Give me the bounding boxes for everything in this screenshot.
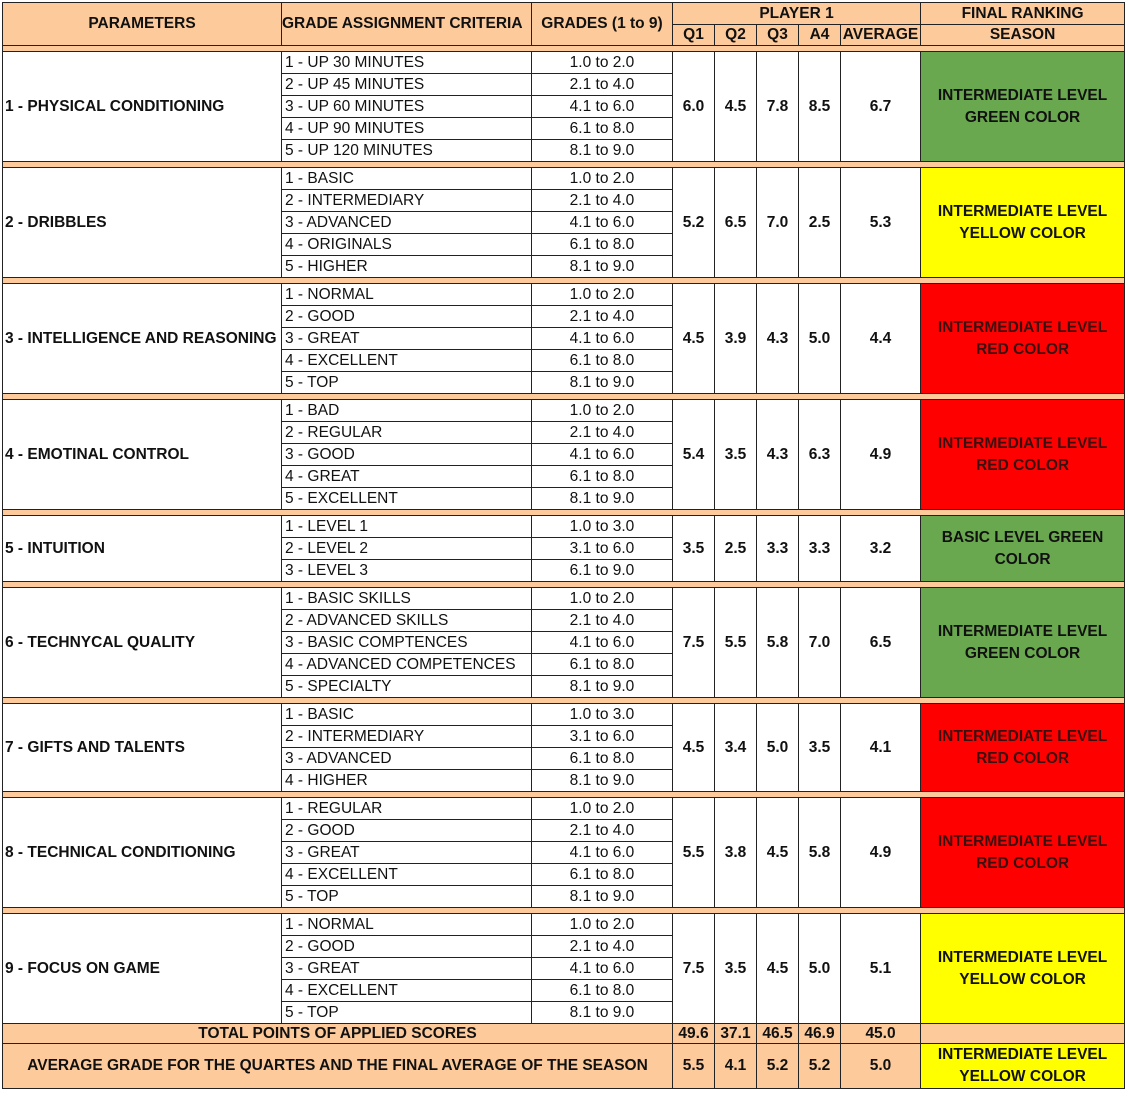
grade-range-cell[interactable]: 8.1 to 9.0: [532, 140, 673, 162]
grade-range-cell[interactable]: 4.1 to 6.0: [532, 96, 673, 118]
criteria-cell[interactable]: 3 - BASIC COMPTENCES: [282, 632, 532, 654]
final-ranking-cell[interactable]: [921, 516, 1125, 582]
score-q1[interactable]: 4.5: [673, 704, 715, 792]
score-average[interactable]: 3.2: [841, 516, 921, 582]
score-q2[interactable]: 3.9: [715, 284, 757, 394]
grade-range-cell[interactable]: 6.1 to 8.0: [532, 350, 673, 372]
grade-range-cell[interactable]: 2.1 to 4.0: [532, 422, 673, 444]
parameter-name[interactable]: 3 - INTELLIGENCE AND REASONING: [3, 284, 282, 394]
grade-range-cell[interactable]: 4.1 to 6.0: [532, 328, 673, 350]
grade-range-cell[interactable]: 1.0 to 2.0: [532, 52, 673, 74]
criteria-cell[interactable]: 1 - BASIC: [282, 168, 532, 190]
grade-range-cell[interactable]: 8.1 to 9.0: [532, 488, 673, 510]
total-q2[interactable]: 37.1: [715, 1024, 757, 1044]
grade-range-cell[interactable]: 8.1 to 9.0: [532, 256, 673, 278]
score-q1[interactable]: 5.2: [673, 168, 715, 278]
ranking-line-2: RED COLOR: [976, 340, 1070, 358]
criteria-cell[interactable]: 2 - LEVEL 2: [282, 538, 532, 560]
criteria-cell[interactable]: 3 - ADVANCED: [282, 748, 532, 770]
grade-range-cell[interactable]: 1.0 to 2.0: [532, 284, 673, 306]
criteria-cell[interactable]: 3 - GREAT: [282, 842, 532, 864]
criteria-cell[interactable]: 1 - LEVEL 1: [282, 516, 532, 538]
avg-a4[interactable]: 5.2: [799, 1044, 841, 1089]
final-ranking-cell[interactable]: [921, 588, 1125, 698]
criteria-cell[interactable]: 4 - ADVANCED COMPETENCES: [282, 654, 532, 676]
score-q2[interactable]: 5.5: [715, 588, 757, 698]
score-q3[interactable]: 4.5: [757, 914, 799, 1024]
grade-range-cell[interactable]: 6.1 to 8.0: [532, 654, 673, 676]
score-a4[interactable]: 8.5: [799, 52, 841, 162]
grade-range-cell[interactable]: 1.0 to 2.0: [532, 798, 673, 820]
score-average[interactable]: 4.9: [841, 798, 921, 908]
criteria-cell[interactable]: 1 - BASIC: [282, 704, 532, 726]
ranking-line-1: INTERMEDIATE LEVEL: [937, 86, 1108, 104]
header-average[interactable]: AVERAGE: [841, 25, 921, 46]
criteria-cell[interactable]: 2 - GOOD: [282, 306, 532, 328]
criteria-cell[interactable]: 4 - HIGHER: [282, 770, 532, 792]
grading-table: [2, 2, 1125, 1089]
grade-range-cell[interactable]: 1.0 to 2.0: [532, 914, 673, 936]
criteria-cell[interactable]: 4 - EXCELLENT: [282, 980, 532, 1002]
table-row: [3, 168, 1125, 190]
final-ranking-cell[interactable]: [921, 168, 1125, 278]
grade-range-cell[interactable]: 6.1 to 8.0: [532, 466, 673, 488]
ranking-line-2: GREEN COLOR: [964, 644, 1081, 662]
grade-range-cell[interactable]: 8.1 to 9.0: [532, 372, 673, 394]
header-row-1: [3, 3, 1125, 25]
ranking-line-2: COLOR: [994, 550, 1051, 568]
totals-row: [3, 1024, 1125, 1044]
total-average[interactable]: 45.0: [841, 1024, 921, 1044]
grade-range-cell[interactable]: 3.1 to 6.0: [532, 538, 673, 560]
ranking-line-1: INTERMEDIATE LEVEL: [937, 434, 1108, 452]
score-q1[interactable]: 3.5: [673, 516, 715, 582]
criteria-cell[interactable]: 5 - TOP: [282, 1002, 532, 1024]
header-a4[interactable]: A4: [799, 25, 841, 46]
score-q1[interactable]: 4.5: [673, 284, 715, 394]
ranking-line-1: INTERMEDIATE LEVEL: [937, 202, 1108, 220]
total-q3[interactable]: 46.5: [757, 1024, 799, 1044]
grade-range-cell[interactable]: 4.1 to 6.0: [532, 842, 673, 864]
header-player[interactable]: PLAYER 1: [673, 3, 921, 25]
header-season[interactable]: SEASON: [921, 25, 1125, 46]
score-q2[interactable]: 2.5: [715, 516, 757, 582]
parameter-name[interactable]: 7 - GIFTS AND TALENTS: [3, 704, 282, 792]
score-a4[interactable]: 5.8: [799, 798, 841, 908]
table-row: [3, 400, 1125, 422]
grade-range-cell[interactable]: 6.1 to 8.0: [532, 234, 673, 256]
score-q2[interactable]: 6.5: [715, 168, 757, 278]
header-q1[interactable]: Q1: [673, 25, 715, 46]
grade-range-cell[interactable]: 2.1 to 4.0: [532, 74, 673, 96]
criteria-cell[interactable]: 4 - UP 90 MINUTES: [282, 118, 532, 140]
grade-range-cell[interactable]: 6.1 to 8.0: [532, 748, 673, 770]
final-ranking-cell[interactable]: [921, 400, 1125, 510]
final-ranking-cell[interactable]: [921, 52, 1125, 162]
grade-range-cell[interactable]: 4.1 to 6.0: [532, 212, 673, 234]
ranking-line-2: YELLOW COLOR: [959, 224, 1086, 242]
grade-range-cell[interactable]: 8.1 to 9.0: [532, 1002, 673, 1024]
ranking-line-1: INTERMEDIATE LEVEL: [937, 832, 1108, 850]
criteria-cell[interactable]: 3 - UP 60 MINUTES: [282, 96, 532, 118]
ranking-line-1: INTERMEDIATE LEVEL: [937, 318, 1108, 336]
criteria-cell[interactable]: 2 - INTERMEDIARY: [282, 190, 532, 212]
parameter-name[interactable]: 9 - FOCUS ON GAME: [3, 914, 282, 1024]
score-average[interactable]: 5.1: [841, 914, 921, 1024]
grade-range-cell[interactable]: 2.1 to 4.0: [532, 190, 673, 212]
averages-label[interactable]: AVERAGE GRADE FOR THE QUARTES AND THE FINAL AVERAGE OF THE SEASON: [3, 1044, 673, 1089]
header-criteria[interactable]: GRADE ASSIGNMENT CRITERIA: [282, 3, 532, 46]
criteria-cell[interactable]: 1 - NORMAL: [282, 284, 532, 306]
grade-range-cell[interactable]: 6.1 to 9.0: [532, 560, 673, 582]
score-a4[interactable]: 3.5: [799, 704, 841, 792]
total-a4[interactable]: 46.9: [799, 1024, 841, 1044]
table-row: [3, 588, 1125, 610]
criteria-cell[interactable]: 4 - GREAT: [282, 466, 532, 488]
total-q1[interactable]: 49.6: [673, 1024, 715, 1044]
score-q3[interactable]: 3.3: [757, 516, 799, 582]
grade-range-cell[interactable]: 1.0 to 3.0: [532, 516, 673, 538]
score-q3[interactable]: 4.5: [757, 798, 799, 908]
ranking-line-1: BASIC LEVEL GREEN: [941, 528, 1104, 546]
criteria-cell[interactable]: 3 - GREAT: [282, 958, 532, 980]
ranking-line-1: INTERMEDIATE LEVEL: [937, 948, 1108, 966]
score-q2[interactable]: 3.5: [715, 914, 757, 1024]
parameter-name[interactable]: 8 - TECHNICAL CONDITIONING: [3, 798, 282, 908]
criteria-cell[interactable]: 2 - REGULAR: [282, 422, 532, 444]
score-q1[interactable]: 7.5: [673, 914, 715, 1024]
criteria-cell[interactable]: 1 - NORMAL: [282, 914, 532, 936]
season-ranking-cell[interactable]: [921, 1044, 1125, 1089]
score-q1[interactable]: 5.4: [673, 400, 715, 510]
table-row: [3, 52, 1125, 74]
score-q2[interactable]: 4.5: [715, 52, 757, 162]
score-average[interactable]: 6.5: [841, 588, 921, 698]
grade-range-cell[interactable]: 2.1 to 4.0: [532, 820, 673, 842]
avg-average[interactable]: 5.0: [841, 1044, 921, 1089]
table-row: [3, 284, 1125, 306]
grade-range-cell[interactable]: 6.1 to 8.0: [532, 980, 673, 1002]
table-row: [3, 516, 1125, 538]
score-q2[interactable]: 3.8: [715, 798, 757, 908]
grade-range-cell[interactable]: 1.0 to 2.0: [532, 400, 673, 422]
header-q3[interactable]: Q3: [757, 25, 799, 46]
parameter-name[interactable]: 4 - EMOTINAL CONTROL: [3, 400, 282, 510]
final-ranking-cell[interactable]: [921, 914, 1125, 1024]
score-q1[interactable]: 7.5: [673, 588, 715, 698]
grade-range-cell[interactable]: 8.1 to 9.0: [532, 676, 673, 698]
grade-range-cell[interactable]: 1.0 to 3.0: [532, 704, 673, 726]
score-a4[interactable]: 5.0: [799, 284, 841, 394]
grade-range-cell[interactable]: 8.1 to 9.0: [532, 770, 673, 792]
score-q3[interactable]: 4.3: [757, 284, 799, 394]
ranking-line-2: RED COLOR: [976, 749, 1070, 767]
ranking-line-1: INTERMEDIATE LEVEL: [937, 622, 1108, 640]
avg-q2[interactable]: 4.1: [715, 1044, 757, 1089]
final-ranking-cell[interactable]: [921, 704, 1125, 792]
score-q1[interactable]: 6.0: [673, 52, 715, 162]
header-final-ranking[interactable]: FINAL RANKING: [921, 3, 1125, 25]
score-a4[interactable]: 6.3: [799, 400, 841, 510]
score-q3[interactable]: 4.3: [757, 400, 799, 510]
grade-range-cell[interactable]: 2.1 to 4.0: [532, 936, 673, 958]
score-average[interactable]: 5.3: [841, 168, 921, 278]
criteria-cell[interactable]: 1 - BAD: [282, 400, 532, 422]
ranking-line-2: RED COLOR: [976, 854, 1070, 872]
header-parameters[interactable]: PARAMETERS: [3, 3, 282, 46]
score-a4[interactable]: 5.0: [799, 914, 841, 1024]
criteria-cell[interactable]: 2 - INTERMEDIARY: [282, 726, 532, 748]
grade-range-cell[interactable]: 8.1 to 9.0: [532, 886, 673, 908]
parameter-name[interactable]: 6 - TECHNYCAL QUALITY: [3, 588, 282, 698]
score-q3[interactable]: 5.8: [757, 588, 799, 698]
grade-range-cell[interactable]: 2.1 to 4.0: [532, 610, 673, 632]
criteria-cell[interactable]: 4 - EXCELLENT: [282, 350, 532, 372]
avg-q1[interactable]: 5.5: [673, 1044, 715, 1089]
ranking-line-2: YELLOW COLOR: [959, 970, 1086, 988]
final-ranking-cell[interactable]: [921, 284, 1125, 394]
criteria-cell[interactable]: 2 - GOOD: [282, 820, 532, 842]
ranking-line-2: GREEN COLOR: [964, 108, 1081, 126]
criteria-cell[interactable]: 2 - UP 45 MINUTES: [282, 74, 532, 96]
score-a4[interactable]: 2.5: [799, 168, 841, 278]
avg-q3[interactable]: 5.2: [757, 1044, 799, 1089]
season-ranking-line-1: INTERMEDIATE LEVEL: [937, 1046, 1108, 1063]
header-grades[interactable]: GRADES (1 to 9): [532, 3, 673, 46]
ranking-line-1: INTERMEDIATE LEVEL: [937, 727, 1108, 745]
score-q2[interactable]: 3.5: [715, 400, 757, 510]
criteria-cell[interactable]: 1 - UP 30 MINUTES: [282, 52, 532, 74]
table-row: [3, 798, 1125, 820]
score-q3[interactable]: 5.0: [757, 704, 799, 792]
totals-ranking-blank[interactable]: [921, 1024, 1125, 1044]
criteria-cell[interactable]: 4 - EXCELLENT: [282, 864, 532, 886]
grade-range-cell[interactable]: 6.1 to 8.0: [532, 864, 673, 886]
grade-range-cell[interactable]: 4.1 to 6.0: [532, 444, 673, 466]
criteria-cell[interactable]: 3 - GOOD: [282, 444, 532, 466]
table-row: [3, 914, 1125, 936]
criteria-cell[interactable]: 1 - BASIC SKILLS: [282, 588, 532, 610]
score-average[interactable]: 6.7: [841, 52, 921, 162]
grade-range-cell[interactable]: 4.1 to 6.0: [532, 632, 673, 654]
grade-range-cell[interactable]: 1.0 to 2.0: [532, 168, 673, 190]
criteria-cell[interactable]: 5 - UP 120 MINUTES: [282, 140, 532, 162]
score-a4[interactable]: 7.0: [799, 588, 841, 698]
grade-range-cell[interactable]: 3.1 to 6.0: [532, 726, 673, 748]
criteria-cell[interactable]: 2 - ADVANCED SKILLS: [282, 610, 532, 632]
score-q3[interactable]: 7.0: [757, 168, 799, 278]
criteria-cell[interactable]: 4 - ORIGINALS: [282, 234, 532, 256]
score-average[interactable]: 4.1: [841, 704, 921, 792]
criteria-cell[interactable]: 3 - ADVANCED: [282, 212, 532, 234]
score-q2[interactable]: 3.4: [715, 704, 757, 792]
score-q1[interactable]: 5.5: [673, 798, 715, 908]
grade-range-cell[interactable]: 4.1 to 6.0: [532, 958, 673, 980]
score-q3[interactable]: 7.8: [757, 52, 799, 162]
criteria-cell[interactable]: 5 - TOP: [282, 886, 532, 908]
criteria-cell[interactable]: 3 - LEVEL 3: [282, 560, 532, 582]
score-average[interactable]: 4.4: [841, 284, 921, 394]
parameter-name[interactable]: 5 - INTUITION: [3, 516, 282, 582]
table-row: [3, 704, 1125, 726]
criteria-cell[interactable]: 3 - GREAT: [282, 328, 532, 350]
grade-range-cell[interactable]: 6.1 to 8.0: [532, 118, 673, 140]
grade-range-cell[interactable]: 2.1 to 4.0: [532, 306, 673, 328]
header-q2[interactable]: Q2: [715, 25, 757, 46]
criteria-cell[interactable]: 5 - HIGHER: [282, 256, 532, 278]
season-ranking-line-2: YELLOW COLOR: [959, 1068, 1086, 1085]
final-ranking-cell[interactable]: [921, 798, 1125, 908]
criteria-cell[interactable]: 2 - GOOD: [282, 936, 532, 958]
totals-label[interactable]: TOTAL POINTS OF APPLIED SCORES: [3, 1024, 673, 1044]
grade-range-cell[interactable]: 1.0 to 2.0: [532, 588, 673, 610]
criteria-cell[interactable]: 5 - EXCELLENT: [282, 488, 532, 510]
score-a4[interactable]: 3.3: [799, 516, 841, 582]
criteria-cell[interactable]: 5 - TOP: [282, 372, 532, 394]
score-average[interactable]: 4.9: [841, 400, 921, 510]
criteria-cell[interactable]: 1 - REGULAR: [282, 798, 532, 820]
averages-row: [3, 1044, 1125, 1089]
ranking-line-2: RED COLOR: [976, 456, 1070, 474]
parameter-name[interactable]: 2 - DRIBBLES: [3, 168, 282, 278]
criteria-cell[interactable]: 5 - SPECIALTY: [282, 676, 532, 698]
parameter-name[interactable]: 1 - PHYSICAL CONDITIONING: [3, 52, 282, 162]
